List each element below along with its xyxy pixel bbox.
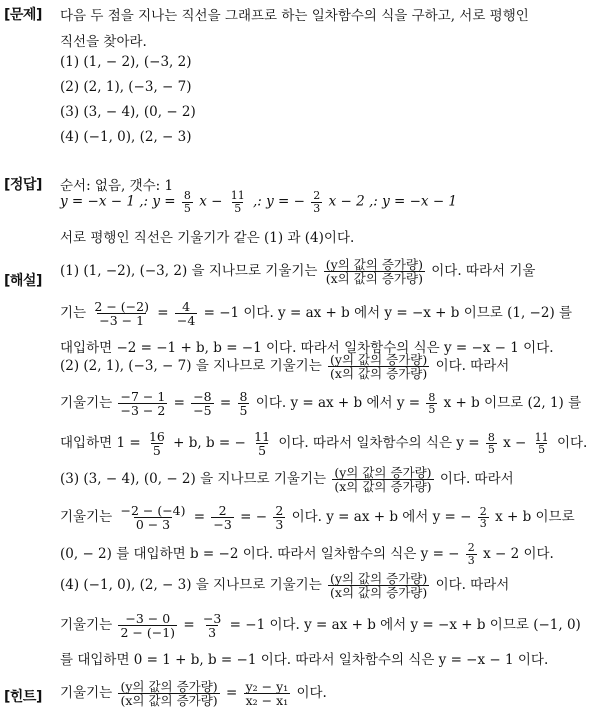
problem-item-4: (4) (−1, 0), (2, − 3) <box>60 129 192 145</box>
problem-item-1: (1) (1, − 2), (−3, 2) <box>60 54 192 70</box>
problem-tag: [문제] <box>4 7 42 23</box>
exp2-line-b: 기울기는 $\frac{-7 - 1}{-3 - 2}$ = $\frac{-8}{-5}$ = $\frac{8}{5}$ 이다. y = ax + b 에서 y = $\frac{8}{5}$ x + b 이므로 (2, 1) 를 <box>60 389 582 419</box>
exp4-line-a: (4) (−1, 0), (2, − 3) 을 지나므로 기울기는 $\frac{\text{(y의 값의 증가량)}}{\text{(x의 값의 증가량)}}$ 이다. 따라서 <box>60 571 510 601</box>
exp2-line-c: 대입하면 1 = $\frac{16}{5}$ + b, b = − $\frac{11}{5}$ 이다. 따라서 일차함수의 식은 y = $\frac{8}{5}$ x − $\frac{11}{5}$ 이다. <box>60 429 588 459</box>
answer-tag: [정답] <box>4 177 42 193</box>
exp3-line-b: 기울기는 $\frac{-2 - (-4)}{0 - 3}$ = $\frac{2}{-3}$ = − $\frac{2}{3}$ 이다. y = ax + b 에서 y = − $\frac{2}{3}$ x + b 이므로 <box>60 503 575 533</box>
exp3-line-a: (3) (3, − 4), (0, − 2) 을 지나므로 기울기는 $\frac{\text{(y의 값의 증가량)}}{\text{(x의 값의 증가량)}}$ 이다. 따라서 <box>60 465 514 495</box>
exp1-line-c: 대입하면 −2 = −1 + b, b = −1 이다. 따라서 일차함수의 식은 y = −x − 1 이다. <box>60 340 554 356</box>
exp4-line-c: 를 대입하면 0 = 1 + b, b = −1 이다. 따라서 일차함수의 식은 y = −x − 1 이다. <box>60 652 549 668</box>
problem-text-2: 직선을 찾아라. <box>60 34 147 50</box>
problem-item-3: (3) (3, − 4), (0, − 2) <box>60 104 196 120</box>
problem-text-1: 다음 두 점을 지나는 직선을 그래프로 하는 일차함수의 식을 구하고, 서로 평행인 <box>60 8 529 24</box>
problem-item-2: (2) (2, 1), (−3, − 7) <box>60 79 192 95</box>
exp2-line-a: (2) (2, 1), (−3, − 7) 을 지나므로 기울기는 $\frac{\text{(y의 값의 증가량)}}{\text{(x의 값의 증가량)}}$ 이다. 따라서 <box>60 352 510 382</box>
answer-line-3: 서로 평행인 직선은 기울기가 같은 (1) 과 (4)이다. <box>60 230 355 246</box>
hint-tag: [힌트] <box>4 689 42 705</box>
exp3-line-c: (0, − 2) 를 대입하면 b = −2 이다. 따라서 일차함수의 식은 y = − $\frac{2}{3}$ x − 2 이다. <box>60 541 554 567</box>
exp4-line-b: 기울기는 $\frac{-3 - 0}{2 - (-1)}$ = $\frac{-3}{3}$ = −1 이다. y = ax + b 에서 y = −x + b 이므로 (−1, 0) <box>60 611 581 641</box>
answer-equations: y = −x − 1 ,: y = $\frac{8}{5}$ x − $\frac{11}{5}$ ,: y = − $\frac{2}{3}$ x − 2 ,: y = −x − 1 <box>60 189 458 215</box>
hint-line: 기울기는 $\frac{\text{(y의 값의 증가량)}}{\text{(x의 값의 증가량)}}$ = $\frac{\text{y₂ − y₁}}{\text{x₂ − x₁}}$ 이다. <box>60 679 327 709</box>
explanation-tag: [해설] <box>4 273 42 289</box>
answer-line-1: 순서: 없음, 갯수: 1 <box>60 178 174 194</box>
exp1-line-a: (1) (1, −2), (−3, 2) 을 지나므로 기울기는 $\frac{\text{(y의 값의 증가량)}}{\text{(x의 값의 증가량)}}$ 이다. 따라서 기울 <box>60 257 536 287</box>
exp1-line-b: 기는 $\frac{2 - (-2)}{-3 - 1}$ = $\frac{4}{-4}$ = −1 이다. y = ax + b 에서 y = −x + b 이므로 (1, −2) 를 <box>60 299 573 329</box>
